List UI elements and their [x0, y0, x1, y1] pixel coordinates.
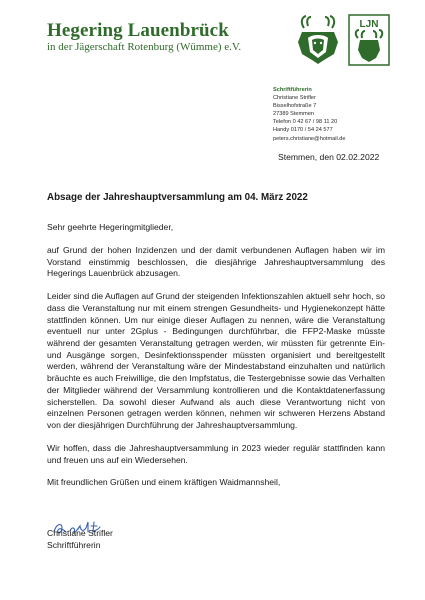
paragraph-outlook: Wir hoffen, dass die Jahreshauptversammlung in 2023 wieder regulär stattfinden kann und freuen uns auf ein Wiedersehen.	[47, 442, 385, 465]
letter-subject: Absage der Jahreshauptversammlung am 04. März 2022	[47, 192, 308, 203]
sender-address-block	[273, 86, 346, 143]
org-name: Hegering Lauenbrück	[47, 20, 229, 41]
lion-crest-icon	[294, 14, 342, 66]
sender-line: 27389 Stemmen	[273, 111, 315, 118]
letter-body	[47, 222, 385, 500]
sender-line: Handy 0170 / 54 24 577	[273, 127, 333, 134]
sender-line: Bisselhofstraße 7	[273, 103, 317, 110]
closing: Mit freundlichen Grüßen und einem kräftigen Waidmannsheil,	[47, 477, 281, 488]
paragraph-restrictions: Leider sind die Auflagen auf Grund der steigenden Infektionszahlen aktuell sehr hoch, so dass die Veranstaltung nur mit einem strengen Gesundheits- und Hygienekonzept hätte stattfinden können. Um nur einige dieser Auflagen zu nennen, wäre die Veranstaltung eventuell nur unter 2Gplus - Bedingungen durchführbar, die FFP2-Maske müsste während der gesamten Veranstaltung getragen werden, wir müssten für getrennte Ein- und Ausgänge sorgen, Desinfektionsspender müssten organisiert und bereitgestellt werden, während der Veranstaltung wäre der Mindestabstand einzuhalten und natürlich bräuchte es auch Freiwillige, die den Impfstatus, die Testergebnisse sowie das Verhalten der Mitglieder während der Versammlung kontrollieren und die Kontaktdatenerfassung sicherstellen. Da sowohl dieser Aufwand als auch diese Verantwortung nicht von einzelnen Personen getragen werden können, nehmen wir schweren Herzens Abstand von der diesjährigen Durchführung der Jahreshauptversammlung.	[47, 291, 385, 430]
sender-email-link[interactable]: peters.christiane@hotmail.de	[273, 135, 346, 142]
letter-date: Stemmen, den 02.02.2022	[278, 152, 380, 162]
paragraph-cancellation: auf Grund der hohen Inzidenzen und der damit verbundenen Auflagen haben wir im Vorstand einstimmig beschlossen, die diesjährige Jahreshauptversammlung des Hegerings Lauenbrück abzusagen.	[47, 244, 385, 279]
signatory-role: Schriftführerin	[47, 539, 101, 550]
salutation: Sehr geehrte Hegeringmitglieder,	[47, 222, 174, 232]
sender-title: Schriftführerin	[273, 87, 312, 93]
sender-line: Telefon 0 42 67 / 98 11 20	[273, 119, 338, 126]
signature-block	[47, 528, 113, 551]
ljn-logo-text: LJN	[359, 19, 379, 30]
org-subtitle: in der Jägerschaft Rotenburg (Wümme) e.V.	[47, 41, 242, 53]
signatory-name: Christiane Strifler	[47, 528, 113, 538]
sender-line: Christiane Strifler	[273, 95, 316, 102]
ljn-logo	[348, 14, 390, 66]
